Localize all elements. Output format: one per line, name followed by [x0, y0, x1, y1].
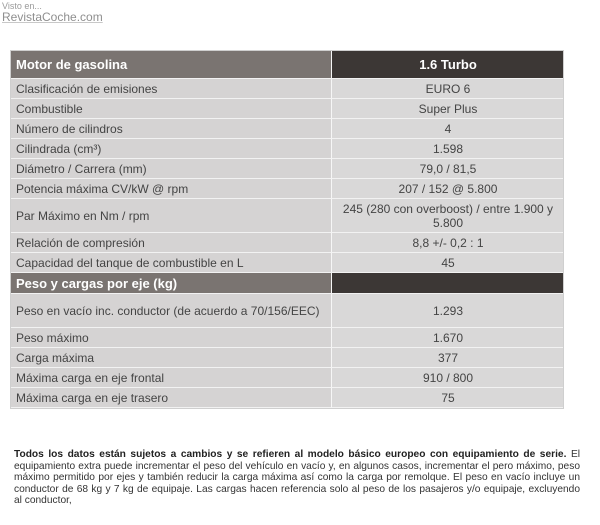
- table-row: [11, 294, 563, 328]
- row-value: 75: [332, 388, 563, 408]
- watermark-site-link[interactable]: RevistaCoche.com: [2, 10, 103, 24]
- header-value: 1.6 Turbo: [332, 51, 563, 79]
- row-label: Peso en vacío inc. conductor (de acuerdo a 70/156/EEC): [11, 294, 332, 328]
- header-label: Motor de gasolina: [11, 51, 332, 79]
- row-label: Máxima carga en eje trasero: [11, 388, 332, 408]
- row-value: 377: [332, 348, 563, 368]
- table-row: [11, 79, 563, 99]
- row-value: 8,8 +/- 0,2 : 1: [332, 233, 563, 253]
- row-value: 45: [332, 253, 563, 273]
- spec-table: [10, 50, 564, 409]
- row-label: Cilindrada (cm³): [11, 139, 332, 159]
- table-row: [11, 159, 563, 179]
- footnote: [14, 449, 580, 507]
- row-label: Combustible: [11, 99, 332, 119]
- footnote-text: El equipamiento extra puede incrementar el peso del vehículo en vacío y, en algunos casos, incrementar el pero máximo, peso máximo permitido por ejes y también reducir la carga máxima así como la carga por remolque. El peso en vacío incluye un conductor de 68 kg y 7 kg de equipaje. Las cargas hacen referencia solo al peso de los pasajeros y/o equipaje, excluyendo al conductor,: [14, 449, 580, 506]
- watermark-caption: Visto en...: [2, 1, 42, 11]
- row-label: Potencia máxima CV/kW @ rpm: [11, 179, 332, 199]
- row-label: Capacidad del tanque de combustible en L: [11, 253, 332, 273]
- table-row: [11, 368, 563, 388]
- row-value: 207 / 152 @ 5.800: [332, 179, 563, 199]
- table-row: [11, 388, 563, 408]
- row-label: Peso máximo: [11, 328, 332, 348]
- table-row: [11, 139, 563, 159]
- row-value: EURO 6: [332, 79, 563, 99]
- row-value: 245 (280 con overboost) / entre 1.900 y 5.800: [332, 199, 563, 233]
- row-label: Máxima carga en eje frontal: [11, 368, 332, 388]
- row-label: Clasificación de emisiones: [11, 79, 332, 99]
- watermark: [2, 2, 103, 23]
- row-value: 910 / 800: [332, 368, 563, 388]
- row-value: 1.598: [332, 139, 563, 159]
- table-row: [11, 119, 563, 139]
- table-row: [11, 328, 563, 348]
- row-label: Carga máxima: [11, 348, 332, 368]
- row-label: Número de cilindros: [11, 119, 332, 139]
- row-value: 79,0 / 81,5: [332, 159, 563, 179]
- section-header-row: [11, 273, 563, 294]
- table-row: [11, 99, 563, 119]
- row-value: 4: [332, 119, 563, 139]
- table-row: [11, 199, 563, 233]
- row-value: 1.293: [332, 294, 563, 328]
- table-row: [11, 179, 563, 199]
- table-row: [11, 348, 563, 368]
- table-row: [11, 233, 563, 253]
- row-label: Relación de compresión: [11, 233, 332, 253]
- section-label: Peso y cargas por eje (kg): [11, 273, 332, 294]
- row-label: Diámetro / Carrera (mm): [11, 159, 332, 179]
- footnote-bold: Todos los datos están sujetos a cambios y se refieren al modelo básico europeo con equipamiento de serie.: [14, 449, 567, 460]
- row-value: Super Plus: [332, 99, 563, 119]
- section-value: [332, 273, 563, 294]
- row-label: Par Máximo en Nm / rpm: [11, 199, 332, 233]
- table-header-row: [11, 51, 563, 79]
- table-row: [11, 253, 563, 273]
- row-value: 1.670: [332, 328, 563, 348]
